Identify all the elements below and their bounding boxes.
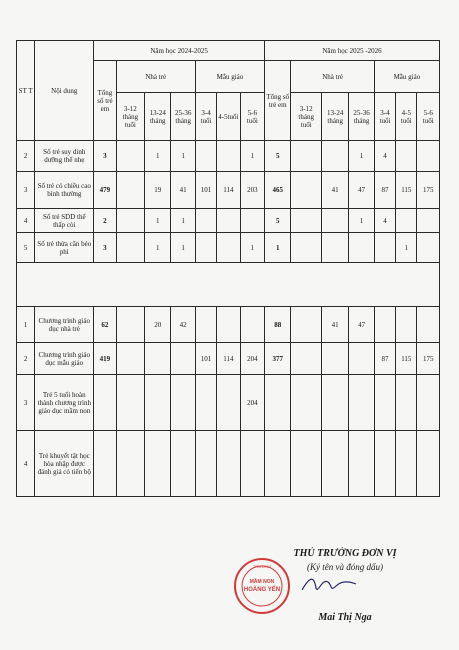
cell-y2-5: 1: [396, 233, 417, 263]
cell-y2-0: 5: [265, 209, 291, 233]
table-row: [17, 343, 440, 375]
svg-text:MẦM NON: MẦM NON: [249, 579, 275, 585]
cell-y1-0: 479: [94, 172, 116, 209]
cell-y2-5: [396, 431, 417, 497]
cell-y2-0: 465: [265, 172, 291, 209]
cell-y1-3: [171, 375, 195, 431]
cell-y1-2: [145, 431, 171, 497]
cell-y1-4: [195, 209, 216, 233]
cell-y1-2: [145, 343, 171, 375]
cell-y2-6: [417, 431, 440, 497]
header-tong-so-y2: Tổng số trẻ em: [265, 61, 291, 141]
table-row: [17, 209, 440, 233]
cell-y1-1: [116, 375, 144, 431]
cell-y1-6: 204: [240, 343, 264, 375]
cell-y1-5: [217, 307, 240, 343]
row-label: Chương trình giáo dục mẫu giáo: [35, 343, 94, 375]
cell-y2-2: [321, 141, 348, 172]
cell-y2-2: 41: [321, 307, 348, 343]
cell-y1-4: [195, 307, 216, 343]
cell-y2-3: [349, 343, 374, 375]
row-stt: 5: [17, 233, 35, 263]
cell-y1-6: 1: [240, 141, 264, 172]
cell-y1-4: 101: [195, 343, 216, 375]
cell-y1-2: 1: [145, 209, 171, 233]
subheader-y2-5: 5-6 tuổi: [417, 93, 440, 141]
table-row: [17, 172, 440, 209]
cell-y2-1: [291, 375, 321, 431]
cell-y2-4: 87: [374, 343, 395, 375]
signature-subtitle: (Ký tên và đóng dấu): [307, 562, 383, 572]
cell-y2-6: [417, 209, 440, 233]
cell-y1-6: [240, 431, 264, 497]
cell-y1-3: 1: [171, 209, 195, 233]
cell-y1-6: 204: [240, 375, 264, 431]
cell-y1-3: 1: [171, 141, 195, 172]
header-year-2025-2026: Năm học 2025 -2026: [265, 41, 440, 61]
subheader-y1-5: 5-6 tuổi: [240, 93, 264, 141]
cell-y2-3: [349, 375, 374, 431]
cell-y1-6: [240, 209, 264, 233]
subheader-y2-2: 25-36 tháng: [349, 93, 374, 141]
table-row: [17, 375, 440, 431]
cell-y2-0: [265, 375, 291, 431]
row-label: Số trẻ có chiều cao bình thường: [35, 172, 94, 209]
cell-y1-0: [94, 375, 116, 431]
cell-y2-6: 175: [417, 172, 440, 209]
cell-y2-1: [291, 343, 321, 375]
cell-y2-0: 88: [265, 307, 291, 343]
table-row: [17, 307, 440, 343]
cell-y2-5: [396, 375, 417, 431]
cell-y1-5: [217, 233, 240, 263]
table-row: [17, 431, 440, 497]
cell-y2-5: [396, 141, 417, 172]
statistics-table: [16, 40, 440, 497]
header-year-2024-2025: Năm học 2024-2025: [94, 41, 265, 61]
subheader-y1-4: 4-5tuổi: [217, 93, 240, 141]
cell-y2-2: [321, 343, 348, 375]
svg-text:TRƯỜNG: TRƯỜNG: [252, 564, 272, 569]
cell-y1-1: [116, 209, 144, 233]
signer-name: Mai Thị Nga: [318, 612, 372, 623]
subheader-y2-0: 3-12 tháng tuổi: [291, 93, 321, 141]
header-noi-dung: Nội dung: [35, 41, 94, 141]
cell-y2-4: [374, 233, 395, 263]
cell-y1-3: 42: [171, 307, 195, 343]
cell-y1-2: 19: [145, 172, 171, 209]
row-stt: 1: [17, 307, 35, 343]
header-mau-giao-y2: Mẫu giáo: [374, 61, 439, 93]
row-stt: 4: [17, 209, 35, 233]
cell-y1-0: 2: [94, 209, 116, 233]
cell-y1-6: 1: [240, 233, 264, 263]
cell-y2-1: [291, 307, 321, 343]
row-label: Trẻ khuyết tật học hòa nhập được đánh giá có tiến bộ: [35, 431, 94, 497]
cell-y1-5: 114: [217, 172, 240, 209]
row-stt: 2: [17, 141, 35, 172]
row-stt: 2: [17, 343, 35, 375]
cell-y1-4: [195, 141, 216, 172]
cell-y1-5: [217, 209, 240, 233]
cell-y1-3: 1: [171, 233, 195, 263]
header-nha-tre-y2: Nhà trẻ: [291, 61, 374, 93]
header-stt: ST T: [17, 41, 35, 141]
cell-y1-3: [171, 431, 195, 497]
cell-y1-1: [116, 343, 144, 375]
cell-y2-4: [374, 431, 395, 497]
subheader-y1-1: 13-24 tháng: [145, 93, 171, 141]
cell-y1-4: [195, 375, 216, 431]
cell-y2-2: [321, 233, 348, 263]
row-label: Số trẻ SDD thể thấp còi: [35, 209, 94, 233]
cell-y1-4: 101: [195, 172, 216, 209]
cell-y1-3: 41: [171, 172, 195, 209]
cell-y2-4: 87: [374, 172, 395, 209]
cell-y2-0: 1: [265, 233, 291, 263]
cell-y2-2: [321, 209, 348, 233]
cell-y2-1: [291, 431, 321, 497]
cell-y2-3: 47: [349, 172, 374, 209]
cell-y1-4: [195, 233, 216, 263]
cell-y2-1: [291, 209, 321, 233]
header-mau-giao-y1: Mẫu giáo: [195, 61, 264, 93]
subheader-y1-2: 25-36 tháng: [171, 93, 195, 141]
subheader-y1-3: 3-4 tuổi: [195, 93, 216, 141]
subheader-y2-4: 4-5 tuổi: [396, 93, 417, 141]
cell-y2-3: [349, 233, 374, 263]
cell-y2-3: [349, 431, 374, 497]
cell-y2-0: 377: [265, 343, 291, 375]
cell-y2-4: [374, 375, 395, 431]
cell-y2-1: [291, 141, 321, 172]
cell-y2-0: [265, 431, 291, 497]
cell-y2-5: [396, 209, 417, 233]
row-label: Số trẻ thừa cân béo phì: [35, 233, 94, 263]
cell-y1-6: [240, 307, 264, 343]
cell-y2-1: [291, 172, 321, 209]
cell-y1-0: [94, 431, 116, 497]
cell-y1-2: [145, 375, 171, 431]
subheader-y2-3: 3-4 tuổi: [374, 93, 395, 141]
cell-y2-5: 115: [396, 343, 417, 375]
svg-text:HOÀNG YẾN: HOÀNG YẾN: [243, 587, 281, 593]
cell-y2-1: [291, 233, 321, 263]
cell-y1-6: 203: [240, 172, 264, 209]
cell-y1-1: [116, 307, 144, 343]
cell-y2-3: 47: [349, 307, 374, 343]
cell-y2-6: [417, 307, 440, 343]
cell-y1-1: [116, 141, 144, 172]
cell-y2-3: 1: [349, 209, 374, 233]
cell-y2-6: 175: [417, 343, 440, 375]
table-row: [17, 141, 440, 172]
cell-y1-1: [116, 431, 144, 497]
section-separator: [17, 263, 440, 307]
row-stt: 3: [17, 172, 35, 209]
cell-y2-2: [321, 375, 348, 431]
cell-y1-2: 1: [145, 141, 171, 172]
subheader-y2-1: 13-24 tháng: [321, 93, 348, 141]
table-row: [17, 233, 440, 263]
cell-y1-1: [116, 172, 144, 209]
cell-y1-0: 419: [94, 343, 116, 375]
header-nha-tre-y1: Nhà trẻ: [116, 61, 195, 93]
cell-y1-0: 3: [94, 141, 116, 172]
cell-y1-2: 1: [145, 233, 171, 263]
separator-cell: [17, 263, 440, 307]
cell-y2-5: [396, 307, 417, 343]
cell-y1-5: [217, 141, 240, 172]
row-stt: 3: [17, 375, 35, 431]
cell-y1-0: 3: [94, 233, 116, 263]
subheader-y1-0: 3-12 tháng tuổi: [116, 93, 144, 141]
row-label: Chương trình giáo dục nhà trẻ: [35, 307, 94, 343]
cell-y2-6: [417, 141, 440, 172]
cell-y2-3: 1: [349, 141, 374, 172]
cell-y1-5: 114: [217, 343, 240, 375]
cell-y2-2: [321, 431, 348, 497]
row-label: Trẻ 5 tuổi hoàn thành chương trình giáo dục mầm non: [35, 375, 94, 431]
cell-y1-5: [217, 375, 240, 431]
cell-y2-4: 4: [374, 141, 395, 172]
cell-y2-6: [417, 375, 440, 431]
cell-y2-0: 5: [265, 141, 291, 172]
row-stt: 4: [17, 431, 35, 497]
cell-y1-5: [217, 431, 240, 497]
cell-y1-2: 20: [145, 307, 171, 343]
handwritten-signature: [300, 572, 360, 601]
cell-y2-2: 41: [321, 172, 348, 209]
cell-y1-3: [171, 343, 195, 375]
cell-y2-5: 115: [396, 172, 417, 209]
row-label: Số trẻ suy dinh dưỡng thể nhẹ: [35, 141, 94, 172]
cell-y1-4: [195, 431, 216, 497]
cell-y1-0: 62: [94, 307, 116, 343]
cell-y2-6: [417, 233, 440, 263]
cell-y2-4: [374, 307, 395, 343]
cell-y2-4: 4: [374, 209, 395, 233]
header-tong-so-y1: Tổng số trẻ em: [94, 61, 116, 141]
signature-title: THỦ TRƯỞNG ĐƠN VỊ: [293, 548, 397, 559]
cell-y1-1: [116, 233, 144, 263]
